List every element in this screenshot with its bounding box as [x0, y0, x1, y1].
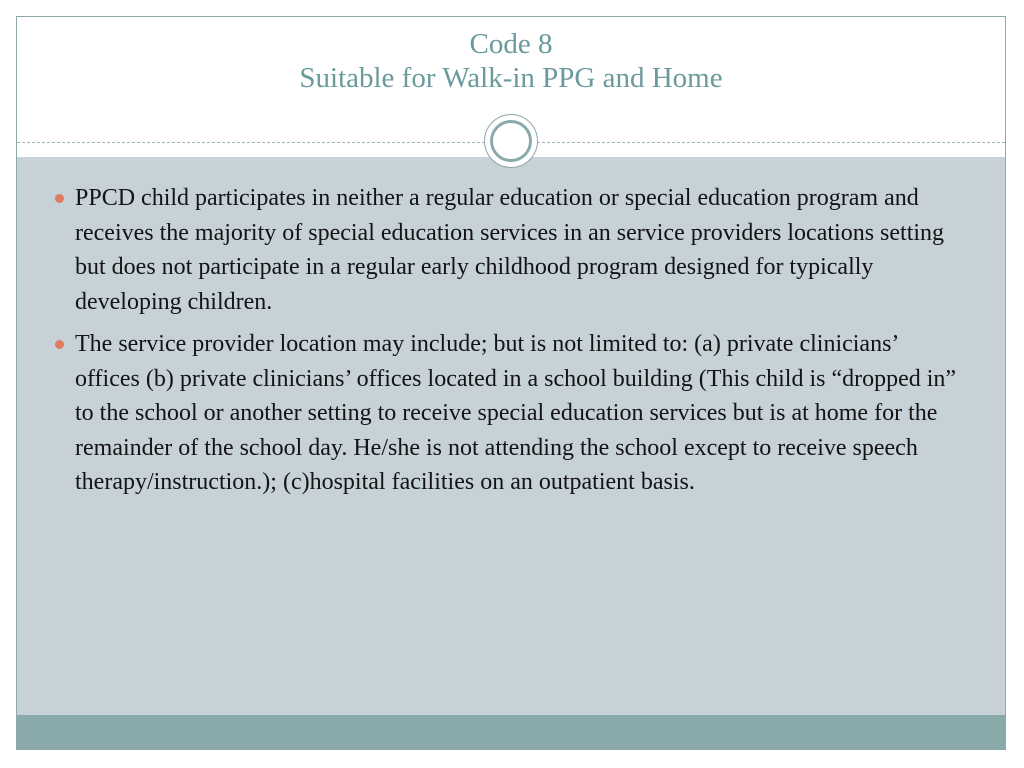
bullet-dot-icon — [55, 194, 64, 203]
slide — [16, 16, 1006, 750]
bullet-list — [57, 181, 962, 508]
content-area — [17, 157, 1005, 717]
slide-title: Code 8 — [469, 28, 553, 60]
bullet-item — [57, 327, 962, 500]
circle-ring-inner — [490, 120, 532, 162]
bullet-dot-icon — [55, 340, 64, 349]
bullet-text: PPCD child participates in neither a regular education or special education program and receives the majority of special education services in an service providers locations setting but does not participate in a regular early childhood program designed for typically developing children. — [75, 185, 945, 315]
bullet-text: The service provider location may include; but is not limited to: (a) private clinicians’ offices (b) private clinicians’ offices located in a school building (This child is “dropped in” to the school or another setting to receive special education services but is at home for the remainder of the school day. He/she is not attending the school except to receive speech therapy/instruction.); (c)hospital facilities on an outpatient basis. — [75, 331, 957, 495]
bullet-item — [57, 181, 962, 319]
circle-ring-icon — [484, 114, 538, 168]
slide-subtitle: Suitable for Walk-in PPG and Home — [299, 62, 723, 94]
footer-band — [17, 715, 1005, 749]
